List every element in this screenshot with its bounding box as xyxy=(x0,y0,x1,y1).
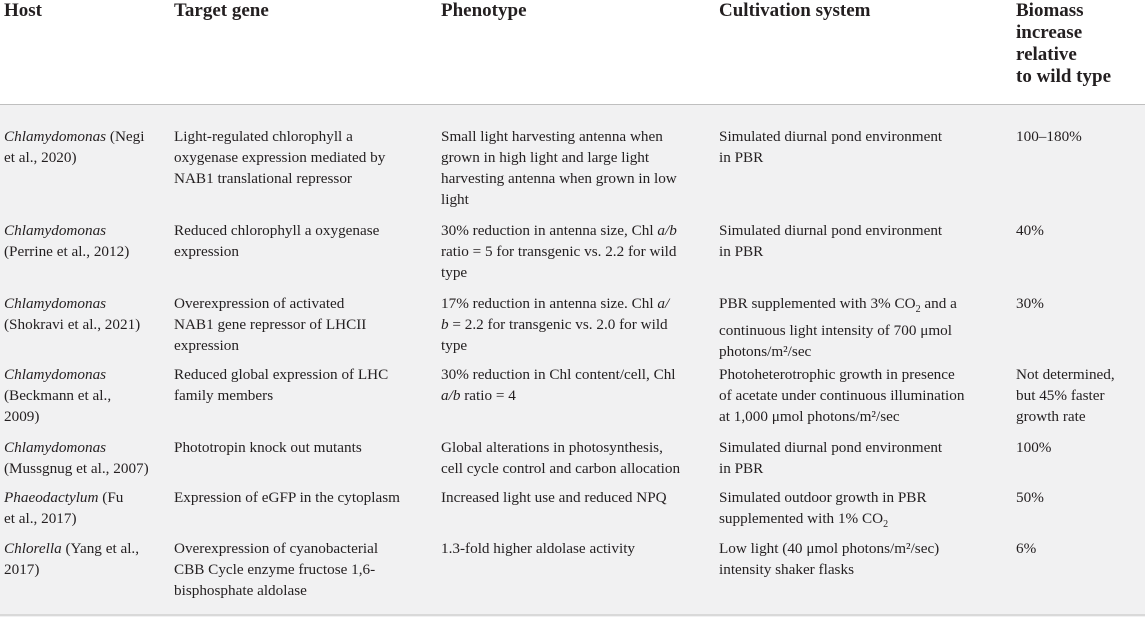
target-gene-cell xyxy=(174,437,362,458)
phenotype-cell xyxy=(441,437,680,479)
cultivation-cell xyxy=(719,220,942,262)
phenotype-cell xyxy=(441,220,677,283)
host-cell xyxy=(4,538,139,580)
text-line: type xyxy=(441,337,468,354)
cultivation-cell xyxy=(719,538,939,580)
text-line: NAB1 gene repressor of LHCII xyxy=(174,316,367,333)
text-run: a/b xyxy=(657,222,677,239)
biomass-cell xyxy=(1016,364,1115,427)
text-line: bisphosphate aldolase xyxy=(174,582,307,599)
host-cell xyxy=(4,437,149,479)
text-line: 100–180% xyxy=(1016,128,1082,145)
cultivation-cell xyxy=(719,487,927,535)
text-run: 30% reduction in antenna size, Chl xyxy=(441,222,658,239)
text-line: grown in high light and large light xyxy=(441,149,650,166)
host-genus: Chlamydomonas xyxy=(4,295,107,312)
header-phenotype: Phenotype xyxy=(441,0,527,21)
host-genus: Chlorella xyxy=(4,540,62,557)
phenotype-cell xyxy=(441,293,669,356)
text-line: oxygenase expression mediated by xyxy=(174,149,386,166)
biomass-cell xyxy=(1016,293,1044,314)
text-line: of acetate under continuous illumination xyxy=(719,387,965,404)
text-line: light xyxy=(441,191,469,208)
header-cultivation-system: Cultivation system xyxy=(719,0,871,21)
host-genus: Chlamydomonas xyxy=(4,366,107,383)
phenotype-cell xyxy=(441,364,676,406)
host-citation: (Mussgnug et al., 2007) xyxy=(4,460,149,477)
target-gene-cell xyxy=(174,487,400,508)
text-line: Small light harvesting antenna when xyxy=(441,128,663,145)
text-line: 40% xyxy=(1016,222,1044,239)
text-run: 17% reduction in antenna size. Chl xyxy=(441,295,658,312)
host-genus: Chlamydomonas xyxy=(4,222,107,239)
biomass-cell xyxy=(1016,437,1051,458)
text-run: supplemented with 1% CO xyxy=(719,510,884,527)
table-body xyxy=(0,105,1145,617)
biomass-cell xyxy=(1016,487,1044,508)
host-citation: (Beckmann et al., xyxy=(4,387,112,404)
text-line: Simulated diurnal pond environment xyxy=(719,128,943,145)
target-gene-cell xyxy=(174,293,366,356)
text-line: ratio = 5 for transgenic vs. 2.2 for wild xyxy=(441,243,677,260)
header-target-gene: Target gene xyxy=(174,0,269,21)
text-line: continuous light intensity of 700 μmol xyxy=(719,322,952,340)
target-gene-cell xyxy=(174,220,379,262)
text-line: Simulated diurnal pond environment xyxy=(719,222,943,239)
host-citation: 2009) xyxy=(4,408,40,425)
subscript: 2 xyxy=(915,304,921,316)
text-line: 30% reduction in Chl content/cell, Chl xyxy=(441,366,676,383)
text-line: Simulated outdoor growth in PBR xyxy=(719,489,927,506)
cultivation-cell xyxy=(719,437,942,479)
text-line: NAB1 translational repressor xyxy=(174,170,352,187)
header-biomass-line: Biomass xyxy=(1016,0,1084,21)
text-run: b xyxy=(441,316,449,333)
text-line: type xyxy=(441,264,468,281)
header-biomass xyxy=(1016,0,1111,88)
text-line: cell cycle control and carbon allocation xyxy=(441,460,681,477)
host-genus: Chlamydomonas xyxy=(4,439,107,456)
text-line: 100% xyxy=(1016,439,1052,456)
text-line: 30% xyxy=(1016,295,1044,312)
text-line: growth rate xyxy=(1016,408,1086,425)
host-citation: et al., 2020) xyxy=(4,149,77,166)
host-cell xyxy=(4,487,123,529)
phenotype-cell xyxy=(441,487,667,508)
text-line: but 45% faster xyxy=(1016,387,1105,404)
host-cell xyxy=(4,126,144,168)
target-gene-cell xyxy=(174,126,385,189)
phenotype-cell xyxy=(441,538,635,559)
header-biomass-line: increase xyxy=(1016,22,1083,43)
text-line: 6% xyxy=(1016,540,1037,557)
text-run: PBR supplemented with 3% CO xyxy=(719,295,916,312)
host-genus: Phaeodactylum xyxy=(4,489,99,506)
host-genus: Chlamydomonas xyxy=(4,128,107,145)
target-gene-cell xyxy=(174,538,378,601)
biomass-cell xyxy=(1016,126,1082,147)
text-line: Photoheterotrophic growth in presence xyxy=(719,366,955,383)
text-line: CBB Cycle enzyme fructose 1,6- xyxy=(174,561,376,578)
biomass-cell xyxy=(1016,538,1036,559)
biomass-cell xyxy=(1016,220,1044,241)
host-cell xyxy=(4,220,129,262)
text-line: at 1,000 μmol photons/m²/sec xyxy=(719,408,900,425)
text-line: expression xyxy=(174,337,239,354)
text-line: in PBR xyxy=(719,243,764,260)
text-line: Light-regulated chlorophyll a xyxy=(174,128,353,145)
text-run: = 2.2 for transgenic vs. 2.0 for wild xyxy=(448,316,668,333)
header-host: Host xyxy=(4,0,42,21)
host-citation: (Perrine et al., 2012) xyxy=(4,243,130,260)
text-line: photons/m²/sec xyxy=(719,343,812,361)
host-cell xyxy=(4,364,111,427)
host-citation: (Negi xyxy=(106,128,145,145)
host-citation: (Fu xyxy=(98,489,124,506)
cultivation-cell xyxy=(719,364,964,427)
host-citation: 2017) xyxy=(4,561,40,578)
text-line: intensity shaker flasks xyxy=(719,561,854,578)
text-run: a/ xyxy=(657,295,670,312)
text-line: Overexpression of cyanobacterial xyxy=(174,540,379,557)
text-line: Reduced chlorophyll a oxygenase xyxy=(174,222,380,239)
text-line: in PBR xyxy=(719,149,764,166)
text-line: harvesting antenna when grown in low xyxy=(441,170,677,187)
table-header xyxy=(0,0,1145,105)
text-line: Overexpression of activated xyxy=(174,295,345,312)
text-line: Global alterations in photosynthesis, xyxy=(441,439,663,456)
text-run: a/b xyxy=(441,387,461,404)
host-citation: (Shokravi et al., 2021) xyxy=(4,316,141,333)
host-citation: et al., 2017) xyxy=(4,510,77,527)
header-biomass-line: to wild type xyxy=(1016,66,1111,87)
target-gene-cell xyxy=(174,364,388,406)
text-line: Increased light use and reduced NPQ xyxy=(441,489,667,506)
header-biomass-line: relative xyxy=(1016,44,1077,65)
text-line: in PBR xyxy=(719,460,764,477)
text-line: expression xyxy=(174,243,239,260)
text-line: Phototropin knock out mutants xyxy=(174,439,362,456)
text-line: family members xyxy=(174,387,274,404)
text-line: 50% xyxy=(1016,489,1044,506)
text-line: Simulated diurnal pond environment xyxy=(719,439,943,456)
cultivation-cell xyxy=(719,293,957,362)
text-line: Not determined, xyxy=(1016,366,1115,383)
text-run: and a xyxy=(920,295,957,312)
text-line: Expression of eGFP in the cytoplasm xyxy=(174,489,400,506)
text-line: Low light (40 μmol photons/m²/sec) xyxy=(719,540,940,557)
phenotype-cell xyxy=(441,126,677,210)
cultivation-cell xyxy=(719,126,942,168)
host-cell xyxy=(4,293,140,335)
text-run: ratio = 4 xyxy=(460,387,516,404)
text-line: Reduced global expression of LHC xyxy=(174,366,389,383)
subscript: 2 xyxy=(883,519,889,531)
text-line: 1.3-fold higher aldolase activity xyxy=(441,540,636,557)
host-citation: (Yang et al., xyxy=(61,540,140,557)
